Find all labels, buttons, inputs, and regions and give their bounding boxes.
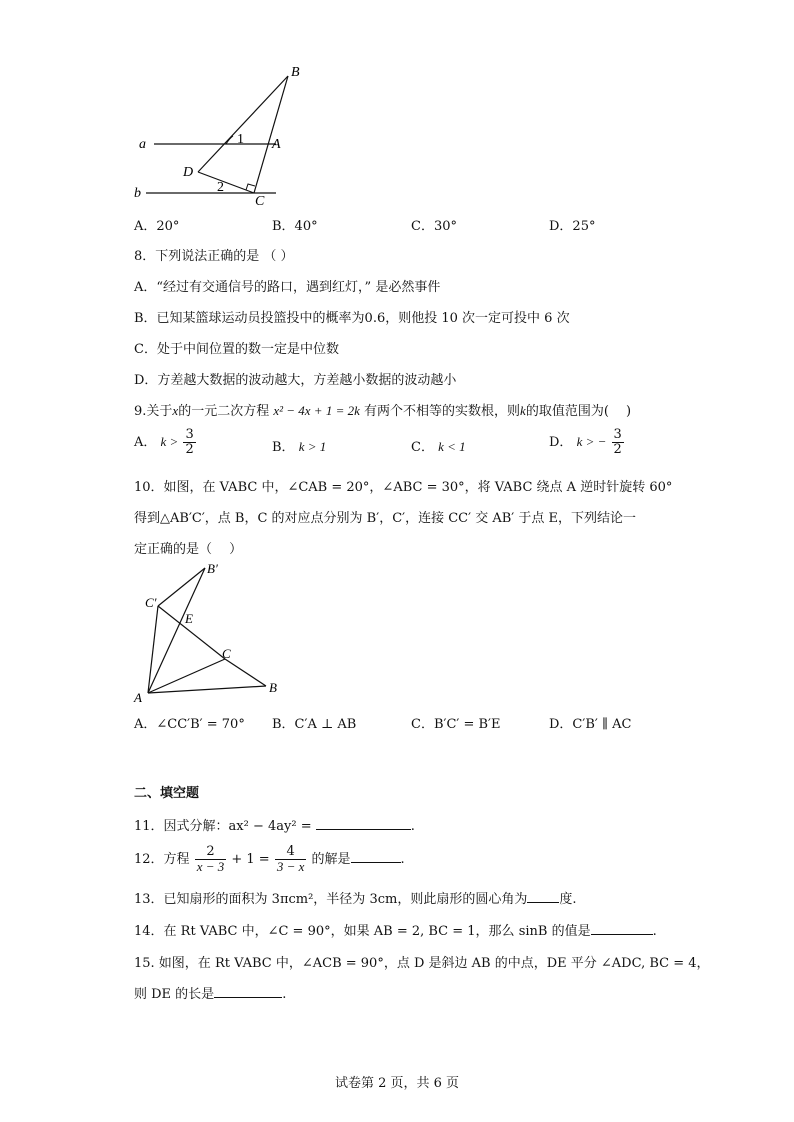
q9-option-a[interactable] <box>134 428 197 457</box>
label-1: 1 <box>237 132 244 147</box>
angle-1-arc <box>226 136 233 144</box>
segment-C-B <box>225 659 266 686</box>
q9-option-b[interactable] <box>272 436 326 455</box>
q10-line-3: 定正确的是（ ） <box>134 542 243 557</box>
q8-option-d[interactable]: D．方差越大数据的波动越大，方差越小数据的波动越小 <box>134 373 457 388</box>
q12-fraction-2-den: 3 − x <box>276 859 305 874</box>
q9-prefix: 9.关于 <box>134 404 173 419</box>
label-a: a <box>139 137 146 152</box>
q12-fraction-1 <box>195 845 227 874</box>
q12-prefix: 12．方程 <box>134 852 190 867</box>
q9-option-a-label: A． <box>134 435 157 450</box>
q8-option-b[interactable]: B．已知某篮球运动员投篮投中的概率为0.6，则他投 10 次一定可投中 6 次 <box>134 311 570 326</box>
q13-text: 13．已知扇形的面积为 3πcm²，半径为 3cm，则此扇形的圆心角为 <box>134 892 528 907</box>
page-footer: 试卷第 2 页，共 6 页 <box>334 1076 460 1091</box>
label-D: D <box>183 165 194 180</box>
label-A10: A <box>134 690 142 705</box>
q9-option-c-label: C． <box>411 440 434 455</box>
q11-text: 11．因式分解：ax² − 4ay² = <box>134 819 312 834</box>
q10-option-b[interactable]: B．C′A ⊥ AB <box>272 717 357 732</box>
label-B: B <box>291 65 300 80</box>
q9-option-b-expr: k > 1 <box>298 439 327 454</box>
segment-A-Cp <box>148 606 158 693</box>
q9-var-k: k <box>520 403 526 418</box>
segment-A-B <box>148 686 266 693</box>
q8-option-a[interactable]: A．“经过有交通信号的路口，遇到红灯，” 是必然事件 <box>134 280 441 295</box>
q9-option-a-expr: k > <box>160 434 179 449</box>
q11-end: . <box>410 819 415 834</box>
q9-stem <box>134 400 631 419</box>
q15-line-2-text: 则 DE 的长是 <box>134 987 215 1002</box>
q9-option-d-label: D． <box>549 435 573 450</box>
q15-line-2 <box>134 983 286 1002</box>
q9-suffix2: 的取值范围为( ) <box>525 404 632 419</box>
figure-q10 <box>125 555 295 705</box>
label-Cp: C′ <box>145 595 157 610</box>
q9-option-c[interactable] <box>411 436 466 455</box>
q15-line-1: 15. 如图，在 Rt VABC 中，∠ACB = 90°，点 D 是斜边 AB 的中点，DE 平分 ∠ADC, BC = 4， <box>134 956 710 971</box>
q13 <box>134 888 576 907</box>
q9-option-a-num: 3 <box>185 427 194 442</box>
q13-end: 度. <box>559 892 577 907</box>
q9-option-b-label: B． <box>272 440 295 455</box>
q7-option-a[interactable]: A．20° <box>134 219 180 234</box>
q15-answer-blank[interactable] <box>214 985 282 998</box>
q11 <box>134 815 415 834</box>
q9-suffix1: 有两个不相等的实数根，则 <box>364 404 521 419</box>
q7-option-c[interactable]: C．30° <box>411 219 457 234</box>
q10-line-2: 得到△AB′C′，点 B，C 的对应点分别为 B′，C′，连接 CC′ 交 AB′ 于点 E，下列结论一 <box>134 511 636 526</box>
q9-option-d-fraction <box>612 428 624 457</box>
label-B10: B <box>269 680 277 695</box>
section-title-fill-in: 二、填空题 <box>134 786 200 801</box>
label-C10: C <box>222 646 231 661</box>
q9-option-d-expr: k > − <box>576 434 607 449</box>
q7-option-d[interactable]: D．25° <box>549 219 596 234</box>
q9-option-c-expr: k < 1 <box>438 439 466 454</box>
q14-answer-blank[interactable] <box>591 922 653 935</box>
q10-line-1: 10．如图，在 VABC 中，∠CAB = 20°，∠ABC = 30°，将 VABC 绕点 A 逆时针旋转 60° <box>134 480 673 495</box>
segment-Cp-Bp <box>158 568 205 606</box>
q12-fraction-2-num: 4 <box>275 845 307 860</box>
right-angle-mark <box>246 184 255 190</box>
label-C: C <box>255 194 265 208</box>
q8-stem: 8．下列说法正确的是 （ ） <box>134 249 294 264</box>
label-b: b <box>134 186 141 201</box>
q9-option-d-den: 2 <box>613 442 622 457</box>
q9-option-a-den: 2 <box>185 442 194 457</box>
q12-fraction-2 <box>275 845 307 874</box>
q12-answer-blank[interactable] <box>351 850 401 863</box>
q15-end: . <box>282 987 287 1002</box>
figure-q7 <box>120 58 320 208</box>
q12-suffix: 的解是 <box>311 852 351 867</box>
label-2: 2 <box>217 180 224 195</box>
q9-equation: x² − 4x + 1 = 2k <box>273 403 360 418</box>
q10-option-a[interactable]: A．∠CC′B′ = 70° <box>134 717 245 732</box>
q12-fraction-1-den: x − 3 <box>196 859 225 874</box>
label-E: E <box>185 611 193 626</box>
q14 <box>134 920 657 939</box>
q9-option-d-num: 3 <box>613 427 622 442</box>
q12-mid: + 1 = <box>231 852 270 867</box>
q7-option-b[interactable]: B．40° <box>272 219 318 234</box>
q9-option-d[interactable] <box>549 428 625 457</box>
segment-A-Bp <box>148 568 205 693</box>
q12-end: . <box>400 852 405 867</box>
q13-answer-blank[interactable] <box>527 890 559 903</box>
q10-option-d[interactable]: D．C′B′ ∥ AC <box>549 717 632 732</box>
q9-option-a-fraction <box>183 428 195 457</box>
q8-option-c[interactable]: C．处于中间位置的数一定是中位数 <box>134 342 339 357</box>
q11-answer-blank[interactable] <box>316 817 411 830</box>
segment-A-C <box>148 659 225 693</box>
q14-end: . <box>652 924 657 939</box>
q9-var-x: x <box>172 403 179 418</box>
q12 <box>134 845 405 874</box>
label-A: A <box>272 137 281 152</box>
q12-fraction-1-num: 2 <box>195 845 227 860</box>
label-Bp: B′ <box>207 561 218 576</box>
q10-option-c[interactable]: C．B′C′ = B′E <box>411 717 501 732</box>
q9-mid: 的一元二次方程 <box>178 404 270 419</box>
q14-text: 14．在 Rt VABC 中，∠C = 90°，如果 AB = 2, BC = 1，那么 sinB 的值是 <box>134 924 591 939</box>
